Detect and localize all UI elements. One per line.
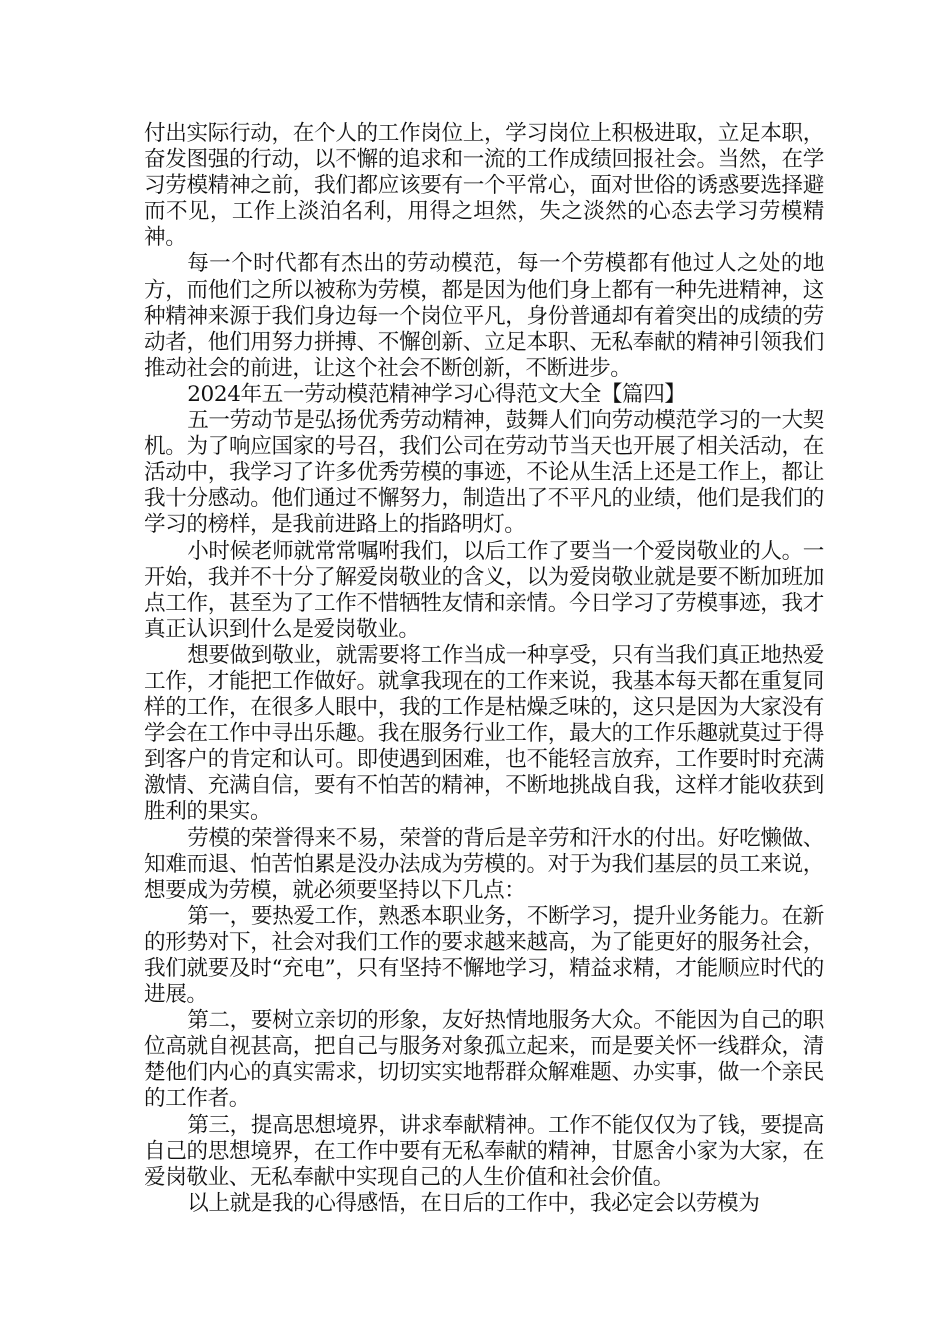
- paragraph-model-workers-era: 每一个时代都有杰出的劳动模范，每一个劳模都有他过人之处的地方，而他们之所以被称为劳模，都是因为他们身上都有一种先进精神，这种精神来源于我们身边每一个岗位平凡，身份普通却有着突出的成绩的劳动者，他们用努力拼搏、不懈创新、立足本职、无私奉献的精神引领我们推动社会的前进，让这个社会不断创新，不断进步。: [144, 251, 824, 381]
- paragraph-dedication: 想要做到敬业，就需要将工作当成一种享受，只有当我们真正地热爱工作，才能把工作做好。就拿我现在的工作来说，我基本每天都在重复同样的工作，在很多人眼中，我的工作是枯燥乏味的，这只是因为大家没有学会在工作中寻出乐趣。我在服务行业工作，最大的工作乐趣就莫过于得到客户的肯定和认可。即使遇到困难，也不能轻言放弃，工作要时时充满激情、充满自信，要有不怕苦的精神，不断地挑战自我，这样才能收获到胜利的果实。: [144, 642, 824, 825]
- paragraph-childhood: 小时候老师就常常嘱咐我们，以后工作了要当一个爱岗敬业的人。一开始，我并不十分了解爱岗敬业的含义，以为爱岗敬业就是要不断加班加点工作，甚至为了工作不惜牺牲友情和亲情。今日学习了劳模事迹，我才真正认识到什么是爱岗敬业。: [144, 538, 824, 642]
- paragraph-point-one: 第一，要热爱工作，熟悉本职业务，不断学习，提升业务能力。在新的形势对下，社会对我们工作的要求越来越高，为了能更好的服务社会，我们就要及时“充电”，只有坚持不懈地学习，精益求精，才能顺应时代的进展。: [144, 903, 824, 1008]
- paragraph-conclusion: 以上就是我的心得感悟，在日后的工作中，我必定会以劳模为: [187, 1190, 760, 1216]
- paragraph-honor: 劳模的荣誉得来不易，荣誉的背后是辛劳和汗水的付出。好吃懒做、知难而退、怕苦怕累是没办法成为劳模的。对于为我们基层的员工来说，想要成为劳模，就必须要坚持以下几点：: [144, 825, 824, 903]
- document-page: [144, 121, 824, 1217]
- section-heading: 2024年五一劳动模范精神学习心得范文大全【篇四】: [187, 381, 686, 407]
- paragraph-point-three: 第三，提高思想境界，讲求奉献精神。工作不能仅仅为了钱，要提高自己的思想境界，在工作中要有无私奉献的精神，甘愿舍小家为大家，在爱岗敬业、无私奉献中实现自己的人生价值和社会价值。: [144, 1112, 824, 1190]
- paragraph-continuation: 付出实际行动，在个人的工作岗位上，学习岗位上积极进取，立足本职，奋发图强的行动，以不懈的追求和一流的工作成绩回报社会。当然，在学习劳模精神之前，我们都应该要有一个平常心，面对世俗的诱惑要选择避而不见，工作上淡泊名利，用得之坦然，失之淡然的心态去学习劳模精神。: [144, 121, 824, 251]
- paragraph-point-two: 第二，要树立亲切的形象，友好热情地服务大众。不能因为自己的职位高就自视甚高，把自己与服务对象孤立起来，而是要关怀一线群众，清楚他们内心的真实需求，切切实实地帮群众解难题、办实事，做一个亲民的工作者。: [144, 1008, 824, 1112]
- paragraph-labor-day: 五一劳动节是弘扬优秀劳动精神，鼓舞人们向劳动模范学习的一大契机。为了响应国家的号召，我们公司在劳动节当天也开展了相关活动，在活动中，我学习了许多优秀劳模的事迹，不论从生活上还是工作上，都让我十分感动。他们通过不懈努力，制造出了不平凡的业绩，他们是我们的学习的榜样，是我前进路上的指路明灯。: [144, 408, 824, 538]
